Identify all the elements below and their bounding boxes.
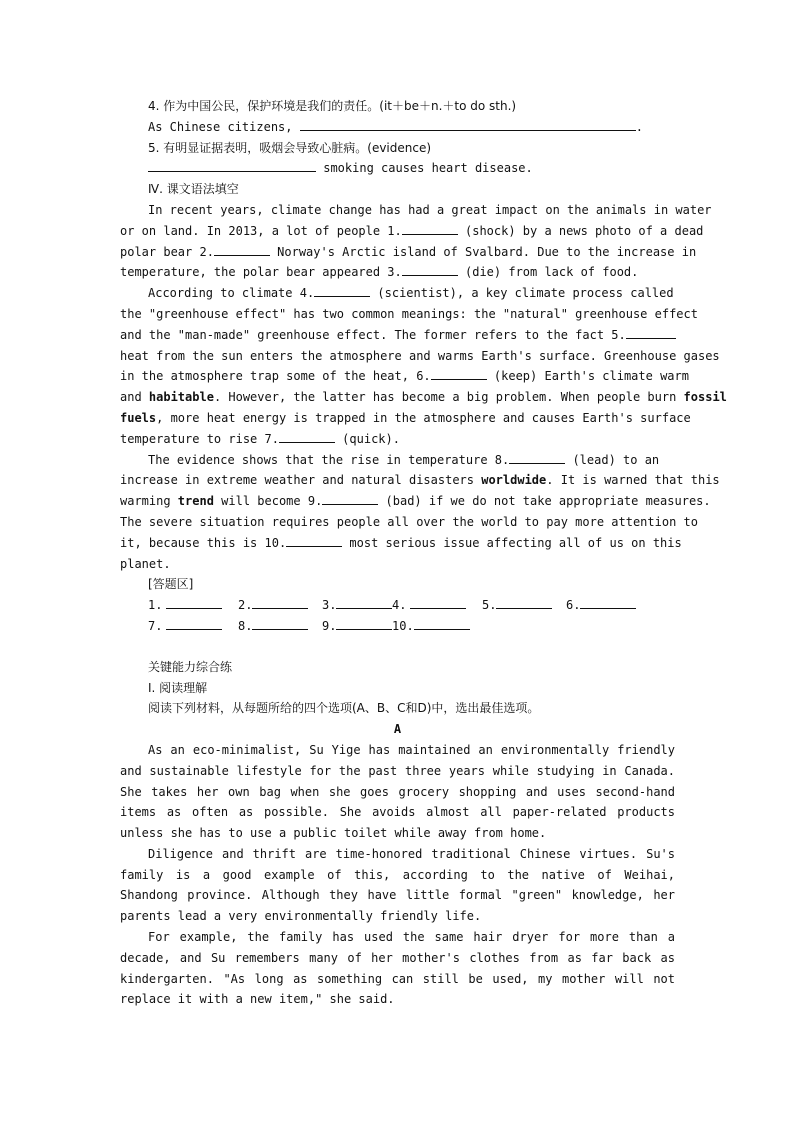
grammar-p2-line8 — [120, 429, 675, 450]
text-fragment: or on land. In 2013, a lot of people 1. — [120, 223, 402, 238]
text-fragment: polar bear 2. — [120, 244, 214, 259]
answer-number: 9. — [322, 618, 337, 633]
translation-q5-answer-line — [120, 158, 675, 179]
answer-blank[interactable] — [414, 617, 470, 630]
text-fragment: . However, the latter has become a big problem. When people burn — [213, 390, 684, 405]
grammar-p1-line2 — [120, 221, 704, 242]
translation-q4-prompt: 4. 作为中国公民，保护环境是我们的责任。(it＋be＋n.＋to do sth.) — [148, 99, 517, 113]
text-fragment: Norway's Arctic island of Svalbard. Due to the increase in — [269, 244, 697, 259]
grammar-p3-line1 — [120, 450, 675, 471]
answer-number: 4. — [392, 598, 407, 613]
text-fragment: , more heat energy is trapped in the atmosphere and causes Earth's surface — [156, 410, 691, 425]
grammar-blank-1[interactable] — [402, 222, 458, 235]
text-fragment: (quick). — [334, 431, 400, 446]
document-page — [120, 96, 727, 1010]
answer-number: 8. — [238, 618, 253, 633]
bold-word-habitable: habitable — [148, 390, 214, 405]
grammar-p1-line4 — [120, 262, 675, 283]
text-fragment: The evidence shows that the rise in temperature 8. — [148, 452, 510, 467]
grammar-p2-line7 — [120, 408, 691, 429]
grammar-blank-9[interactable] — [322, 492, 378, 505]
grammar-blank-10[interactable] — [286, 534, 342, 547]
text-fragment: will become 9. — [213, 494, 323, 509]
grammar-p2-line1 — [120, 283, 675, 304]
section-spacer — [120, 637, 675, 657]
answer-number: 2. — [238, 598, 253, 613]
translation-q4-blank[interactable] — [300, 118, 636, 131]
answer-slot-8[interactable] — [238, 616, 322, 637]
text-fragment: (scientist), a key climate process called — [370, 286, 674, 301]
answer-slot-1[interactable] — [148, 595, 238, 616]
answer-number: 1. — [148, 598, 163, 613]
grammar-heading: Ⅳ. 课文语法填空 — [148, 182, 239, 197]
text-fragment: temperature, the polar bear appeared 3. — [120, 265, 402, 280]
text-fragment: According to climate 4. — [148, 286, 315, 301]
answer-slot-3[interactable] — [322, 595, 392, 616]
answer-blank[interactable] — [410, 596, 466, 609]
grammar-blank-2[interactable] — [214, 243, 270, 256]
answer-area-label: [答题区] — [148, 577, 194, 592]
passage-paragraph-2: Diligence and thrift are time-honored traditional Chinese virtues. Su's family is a good example of this, according to the native of Weihai, Shandong province. Although they have little formal "green" knowledge, her parents lead a very environmentally friendly life. — [120, 846, 675, 924]
answer-blank[interactable] — [166, 596, 222, 609]
bold-word-worldwide: worldwide — [481, 473, 547, 488]
translation-q4-answer-end: . — [635, 119, 643, 134]
text-fragment: and the "man-made" greenhouse effect. The former refers to the fact 5. — [120, 327, 626, 342]
answer-slot-4[interactable] — [392, 595, 482, 616]
answer-slot-5[interactable] — [482, 595, 566, 616]
grammar-p3-line6: planet. — [120, 556, 171, 571]
answer-slot-10[interactable] — [392, 616, 482, 637]
translation-q5-prompt: 5. 有明显证据表明，吸烟会导致心脏病。(evidence) — [148, 140, 432, 155]
text-fragment: (lead) to an — [565, 452, 660, 467]
answer-blank[interactable] — [496, 596, 552, 609]
grammar-blank-5[interactable] — [626, 326, 676, 339]
grammar-p2-line2: the "greenhouse effect" has two common meanings: the "natural" greenhouse effect — [120, 306, 698, 321]
bold-word-fuels: fuels — [120, 410, 157, 425]
answer-row-1 — [120, 595, 675, 616]
grammar-blank-4[interactable] — [314, 284, 370, 297]
passage-paragraph-3: For example, the family has used the same hair dryer for more than a decade, and Su remembers many of her mother's clothes from as far back as kindergarten. "As long as something can still be used, my mother will not replace it with a new item," she said. — [120, 930, 675, 1007]
answer-row-2 — [120, 616, 675, 637]
text-fragment: and — [120, 390, 149, 405]
text-fragment: it, because this is 10. — [120, 535, 287, 550]
bold-word-fossil: fossil — [683, 390, 727, 405]
answer-number: 7. — [148, 618, 163, 633]
text-fragment: warming — [120, 494, 178, 509]
grammar-p3-line2 — [120, 470, 720, 491]
answer-slot-6[interactable] — [566, 595, 646, 616]
text-fragment: . It is warned that this — [546, 473, 720, 488]
text-fragment: (shock) by a news photo of a dead — [457, 223, 704, 238]
grammar-p2-line4: heat from the sun enters the atmosphere and warms Earth's surface. Greenhouse gases — [120, 348, 720, 363]
text-fragment: (keep) Earth's climate warm — [486, 369, 689, 384]
answer-number: 6. — [566, 598, 581, 613]
answer-number: 10. — [392, 618, 414, 633]
answer-number: 3. — [322, 598, 337, 613]
text-fragment: temperature to rise 7. — [120, 431, 279, 446]
bold-word-trend: trend — [177, 494, 214, 509]
grammar-blank-3[interactable] — [402, 263, 458, 276]
text-fragment: in the atmosphere trap some of the heat, 6. — [120, 369, 431, 384]
answer-blank[interactable] — [166, 617, 222, 630]
answer-blank[interactable] — [252, 617, 308, 630]
comprehensive-heading: 关键能力综合练 — [148, 659, 233, 674]
grammar-blank-8[interactable] — [509, 451, 565, 464]
answer-blank[interactable] — [580, 596, 636, 609]
grammar-blank-6[interactable] — [431, 367, 487, 380]
grammar-p3-line3 — [120, 491, 711, 512]
grammar-p2-line3 — [120, 325, 675, 346]
grammar-p2-line5 — [120, 366, 689, 387]
translation-q4-answer-start: As Chinese citizens, — [148, 119, 293, 134]
answer-blank[interactable] — [336, 596, 392, 609]
translation-q4-answer-line — [120, 117, 675, 138]
reading-instruction: 阅读下列材料，从每题所给的四个选项(A、B、C和D)中，选出最佳选项。 — [148, 701, 540, 716]
grammar-p3-line4: The severe situation requires people all over the world to pay more attention to — [120, 514, 698, 529]
answer-slot-2[interactable] — [238, 595, 322, 616]
grammar-p2-line6 — [120, 387, 727, 408]
answer-slot-9[interactable] — [322, 616, 392, 637]
grammar-p1-line3 — [120, 242, 697, 263]
translation-q5-blank[interactable] — [148, 159, 316, 172]
text-fragment: most serious issue affecting all of us on this — [342, 535, 682, 550]
grammar-p1-line1: In recent years, climate change has had a great impact on the animals in water — [148, 202, 712, 217]
reading-heading: Ⅰ. 阅读理解 — [148, 680, 208, 695]
answer-number: 5. — [482, 598, 497, 613]
text-fragment: increase in extreme weather and natural disasters — [120, 473, 482, 488]
grammar-p3-line5 — [120, 533, 682, 554]
answer-blank[interactable] — [336, 617, 392, 630]
answer-blank[interactable] — [252, 596, 308, 609]
passage-label: A — [393, 722, 402, 737]
text-fragment: (die) from lack of food. — [457, 265, 639, 280]
translation-q5-answer-end: smoking causes heart disease. — [323, 161, 533, 176]
answer-slot-7[interactable] — [148, 616, 238, 637]
passage-paragraph-1: As an eco-minimalist, Su Yige has maintained an environmentally friendly and sustainable lifestyle for the past three years while studying in Canada. She takes her own bag when she goes grocery shopping and uses second-hand items as often as possible. She avoids almost all paper-related products unless she has to use a public toilet while away from home. — [120, 742, 675, 841]
text-fragment: (bad) if we do not take appropriate measures. — [378, 494, 711, 509]
grammar-blank-7[interactable] — [279, 430, 335, 443]
